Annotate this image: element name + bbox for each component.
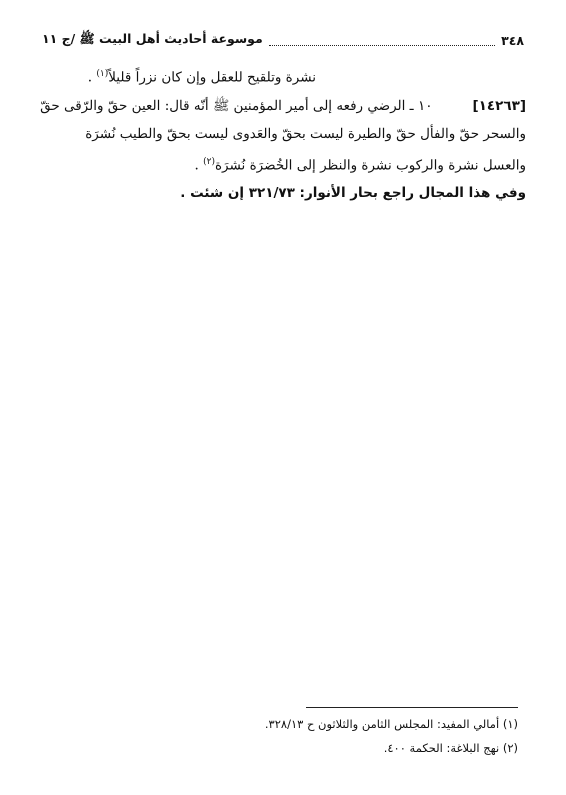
hadith-entry-number: [١٤٢٦٣] — [472, 97, 526, 114]
text-line-4 — [40, 148, 526, 180]
running-header — [42, 30, 524, 50]
page-number: ٣٤٨ — [501, 32, 524, 48]
footnote-ref-1: (١) — [96, 69, 109, 79]
footnote-ref-2: (٢) — [203, 156, 215, 167]
line-1-end: . — [87, 69, 93, 86]
line-1-text: نشرة وتلقيح للعقل وإن كان نزراً قليلاً — [108, 69, 316, 86]
footnote-1: (١) أمالي المفيد: المجلس الثامن والثلاثون ح ٣٢٨/١٣. — [264, 717, 518, 731]
main-text — [40, 60, 526, 207]
line-3-text: والسحر حقّ والفأل حقّ والطيرة ليست بحقّ والعَدوى ليست بحقّ والطيب نُشرَة — [85, 125, 526, 142]
text-line-5 — [40, 179, 526, 207]
header-title: موسوعة أحاديث أهل البيت ﷺ /ج ١١ — [42, 30, 263, 46]
line-2-text: ١٠ ـ الرضي رفعه إلى أمير المؤمنين ﷺ أنّه قال: العين حقّ والرّقى حقّ — [40, 97, 433, 114]
footnote-2: (٢) نهج البلاغة: الحكمة ٤٠٠. — [383, 741, 518, 755]
text-line-1 — [40, 60, 526, 92]
line-5-text: وفي هذا المجال راجع بحار الأنوار: ٣٢١/٧٣ إن شئت . — [180, 185, 526, 201]
footnotes — [40, 712, 518, 760]
text-line-3 — [40, 120, 526, 148]
header-dot-leader — [269, 35, 495, 46]
text-line-2 — [40, 92, 526, 120]
line-4-end: . — [194, 157, 199, 173]
line-4-text: والعسل نشرة والركوب نشرة والنظر إلى الخُضرَة نُشرَة — [214, 157, 526, 173]
footnote-separator — [306, 707, 518, 708]
